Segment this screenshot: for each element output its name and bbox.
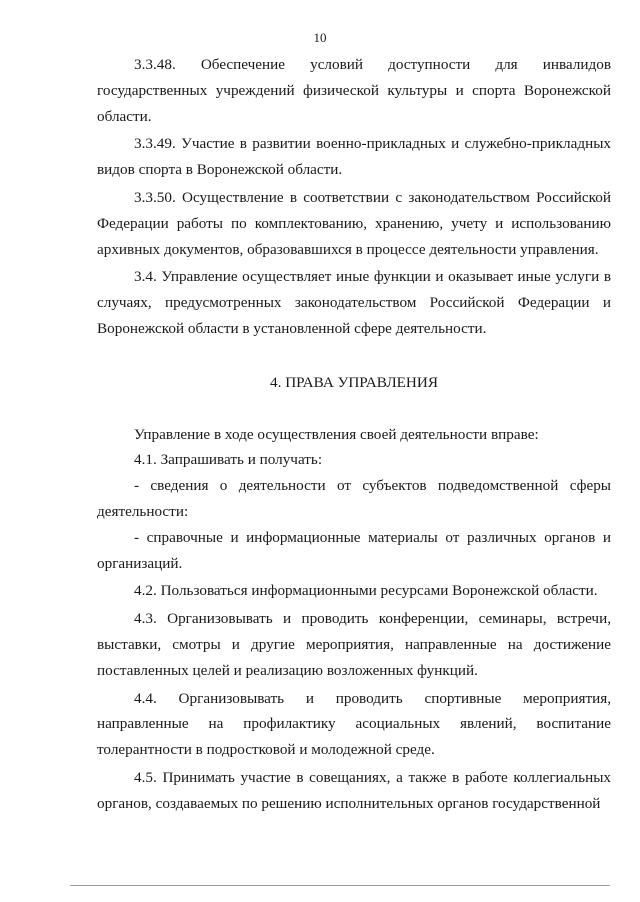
paragraph-3-4: 3.4. Управление осуществляет иные функции и оказывает иные услуги в случаях, предусмотренных законодательством Российской Федерации и Воронежской области в установленной сфере деятельности. [97, 268, 611, 337]
paragraph-4-3: 4.3. Организовывать и проводить конференции, семинары, встречи, выставки, смотры и другие мероприятия, направленные на достижение поставленных целей и реализацию возложенных функций. [97, 610, 611, 679]
paragraph-4-2: 4.2. Пользоваться информационными ресурсами Воронежской области. [134, 582, 598, 600]
paragraph-3-3-48: 3.3.48. Обеспечение условий доступности для инвалидов государственных учреждений физической культуры и спорта Воронежской области. [97, 56, 611, 125]
paragraph-4-4: 4.4. Организовывать и проводить спортивные мероприятия, направленные на профилактику асоциальных явлений, воспитание толерантности в подростковой и молодежной среде. [97, 689, 611, 759]
paragraph-3-3-50: 3.3.50. Осуществление в соответствии с законодательством Российской Федерации работы по комплектованию, хранению, учету и использованию архивных документов, образовавшихся в процессе деятельности управления. [97, 188, 611, 258]
paragraph-3-3-49: 3.3.49. Участие в развитии военно-прикладных и служебно-прикладных видов спорта в Воронежской области. [97, 135, 611, 179]
paragraph-4-1-item-1: - сведения о деятельности от субъектов подведомственной сферы деятельности: [97, 477, 611, 520]
document-body [97, 52, 611, 817]
section-heading: 4. ПРАВА УПРАВЛЕНИЯ [270, 373, 438, 391]
paragraph-4-5: 4.5. Принимать участие в совещаниях, а также в работе коллегиальных органов, создаваемых по решению исполнительных органов государственной [97, 768, 611, 812]
scan-edge-line [70, 885, 610, 886]
paragraph-4-1: 4.1. Запрашивать и получать: [134, 451, 323, 469]
paragraph-intro: Управление в ходе осуществления своей деятельности вправе: [134, 425, 539, 443]
page-number: 10 [313, 30, 327, 45]
paragraph-4-1-item-2: - справочные и информационные материалы от различных органов и организаций. [97, 528, 611, 572]
